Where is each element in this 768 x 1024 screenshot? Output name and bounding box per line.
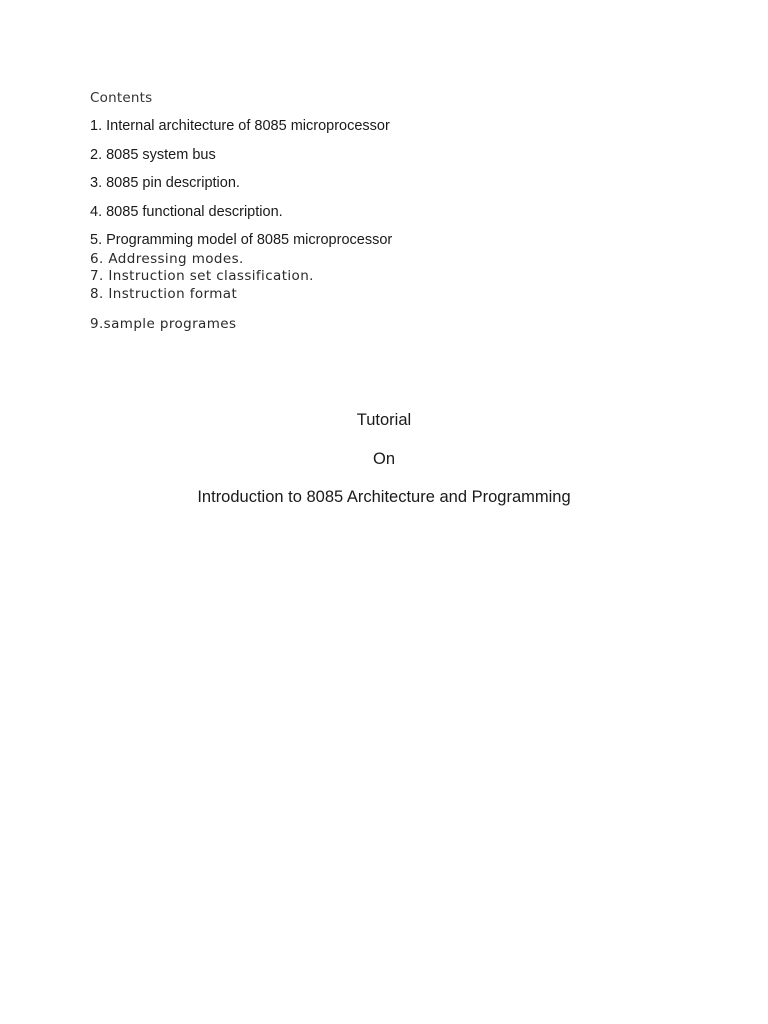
title-tutorial: Tutorial bbox=[356, 411, 412, 429]
toc-item-pin-description: 3. 8085 pin description. bbox=[90, 175, 240, 191]
toc-item-instruction-set-classification: 7. Instruction set classification. bbox=[90, 268, 314, 284]
toc-item-functional-description: 4. 8085 functional description. bbox=[90, 204, 283, 220]
toc-item-instruction-format: 8. Instruction format bbox=[90, 286, 238, 302]
title-on: On bbox=[372, 450, 395, 468]
toc-item-programming-model: 5. Programming model of 8085 microprocessor bbox=[90, 232, 393, 248]
contents-heading: Contents bbox=[90, 90, 153, 106]
toc-item-addressing-modes: 6. Addressing modes. bbox=[90, 251, 244, 267]
toc-item-sample-programs: 9.sample programes bbox=[90, 316, 237, 332]
title-main: Introduction to 8085 Architecture and Programming bbox=[197, 488, 571, 506]
toc-item-internal-architecture: 1. Internal architecture of 8085 microprocessor bbox=[90, 118, 390, 134]
toc-item-system-bus: 2. 8085 system bus bbox=[90, 147, 216, 163]
